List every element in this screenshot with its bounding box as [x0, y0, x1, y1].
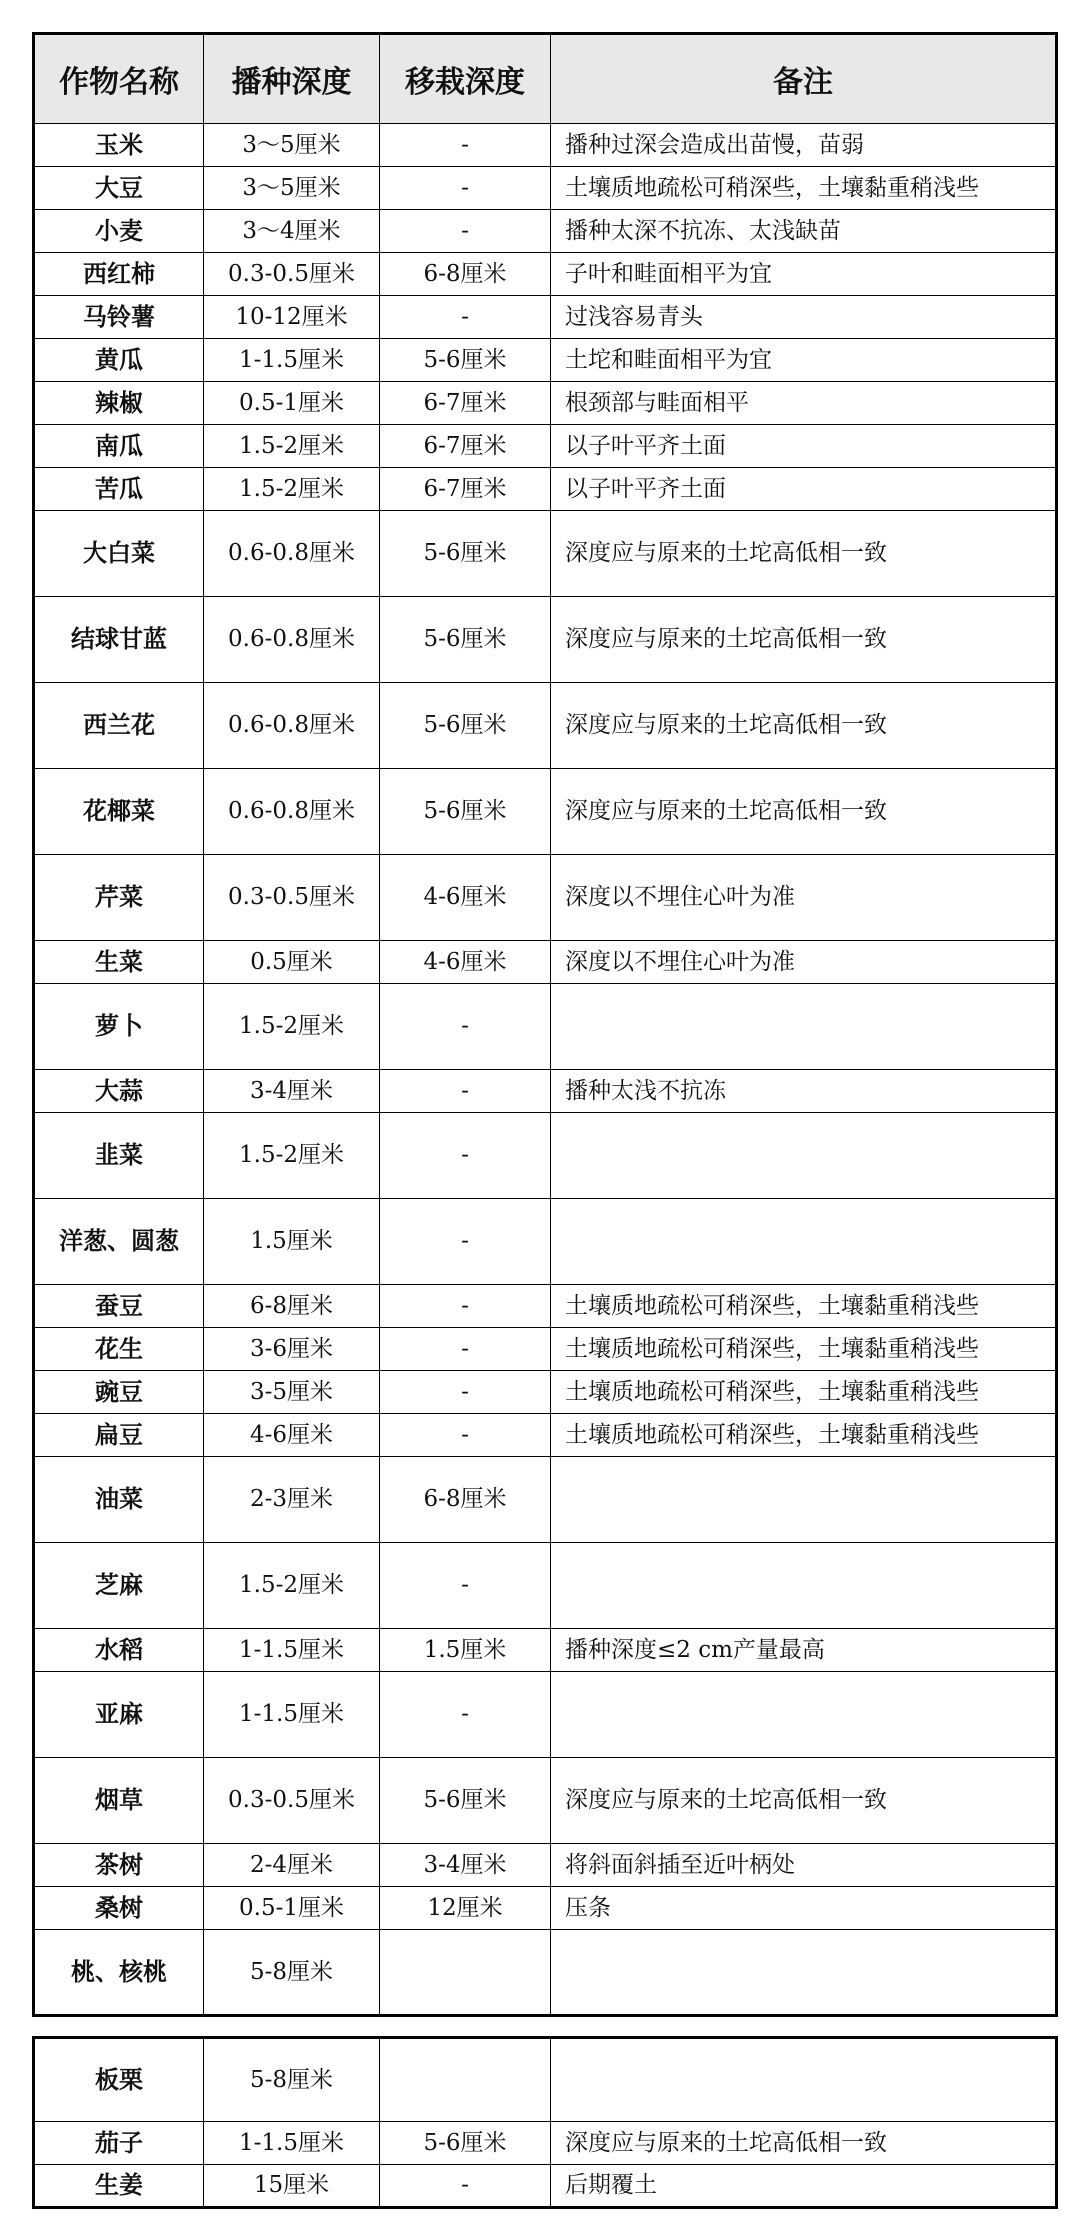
- cell-crop-name: 苦瓜: [34, 468, 204, 511]
- table-header-row: [34, 34, 1057, 124]
- cell-transplant-depth: -: [380, 984, 551, 1070]
- cell-sowing-depth: 1.5-2厘米: [204, 1543, 380, 1629]
- table-row: [34, 1930, 1057, 2016]
- cell-remarks: 土壤质地疏松可稍深些，土壤黏重稍浅些: [551, 1414, 1057, 1457]
- cell-sowing-depth: 3～5厘米: [204, 167, 380, 210]
- cell-sowing-depth: 1.5-2厘米: [204, 425, 380, 468]
- cell-sowing-depth: 0.6-0.8厘米: [204, 511, 380, 597]
- cell-remarks: 播种深度≤2 cm产量最高: [551, 1629, 1057, 1672]
- cell-crop-name: 黄瓜: [34, 339, 204, 382]
- table-row: [34, 425, 1057, 468]
- cell-remarks: 播种过深会造成出苗慢，苗弱: [551, 124, 1057, 167]
- table-row: [34, 339, 1057, 382]
- cell-crop-name: 结球甘蓝: [34, 597, 204, 683]
- cell-sowing-depth: 0.5厘米: [204, 941, 380, 984]
- cell-transplant-depth: -: [380, 296, 551, 339]
- cell-sowing-depth: 1.5-2厘米: [204, 468, 380, 511]
- header-remarks: 备注: [551, 34, 1057, 124]
- cell-remarks: [551, 1543, 1057, 1629]
- cell-crop-name: 茶树: [34, 1844, 204, 1887]
- cell-remarks: 播种太浅不抗冻: [551, 1070, 1057, 1113]
- table-row: [34, 1199, 1057, 1285]
- cell-crop-name: 芹菜: [34, 855, 204, 941]
- table-row: [34, 1414, 1057, 1457]
- cell-transplant-depth: -: [380, 210, 551, 253]
- header-sowing-depth: 播种深度: [204, 34, 380, 124]
- cell-remarks: 以子叶平齐土面: [551, 468, 1057, 511]
- cell-sowing-depth: 5-8厘米: [204, 1930, 380, 2016]
- cell-transplant-depth: 6-7厘米: [380, 382, 551, 425]
- table-row: [34, 210, 1057, 253]
- table-row: [34, 1887, 1057, 1930]
- cell-transplant-depth: -: [380, 1199, 551, 1285]
- table-row: [34, 941, 1057, 984]
- cell-remarks: 土坨和畦面相平为宜: [551, 339, 1057, 382]
- cell-sowing-depth: 0.5-1厘米: [204, 382, 380, 425]
- table-row: [34, 1758, 1057, 1844]
- table-row: [34, 511, 1057, 597]
- cell-crop-name: 生菜: [34, 941, 204, 984]
- cell-sowing-depth: 1-1.5厘米: [204, 1672, 380, 1758]
- table-row: [34, 2122, 1057, 2165]
- table-row: [34, 167, 1057, 210]
- cell-transplant-depth: 5-6厘米: [380, 339, 551, 382]
- crop-depth-table: [32, 32, 1058, 2017]
- cell-sowing-depth: 3-4厘米: [204, 1070, 380, 1113]
- cell-sowing-depth: 3-5厘米: [204, 1371, 380, 1414]
- table-row: [34, 1672, 1057, 1758]
- cell-transplant-depth: 12厘米: [380, 1887, 551, 1930]
- cell-sowing-depth: 10-12厘米: [204, 296, 380, 339]
- cell-crop-name: 蚕豆: [34, 1285, 204, 1328]
- table-row: [34, 1844, 1057, 1887]
- header-crop-name: 作物名称: [34, 34, 204, 124]
- cell-sowing-depth: 0.3-0.5厘米: [204, 1758, 380, 1844]
- cell-remarks: 土壤质地疏松可稍深些，土壤黏重稍浅些: [551, 167, 1057, 210]
- cell-transplant-depth: 6-8厘米: [380, 253, 551, 296]
- table-row: [34, 597, 1057, 683]
- cell-sowing-depth: 2-4厘米: [204, 1844, 380, 1887]
- cell-sowing-depth: 3～5厘米: [204, 124, 380, 167]
- cell-crop-name: 扁豆: [34, 1414, 204, 1457]
- cell-sowing-depth: 4-6厘米: [204, 1414, 380, 1457]
- cell-sowing-depth: 0.5-1厘米: [204, 1887, 380, 1930]
- cell-sowing-depth: 0.6-0.8厘米: [204, 683, 380, 769]
- table-row: [34, 1113, 1057, 1199]
- cell-remarks: 深度以不埋住心叶为准: [551, 941, 1057, 984]
- cell-transplant-depth: -: [380, 124, 551, 167]
- cell-crop-name: 油菜: [34, 1457, 204, 1543]
- cell-transplant-depth: 6-8厘米: [380, 1457, 551, 1543]
- cell-transplant-depth: -: [380, 1328, 551, 1371]
- cell-sowing-depth: 5-8厘米: [204, 2038, 380, 2122]
- cell-remarks: 土壤质地疏松可稍深些，土壤黏重稍浅些: [551, 1285, 1057, 1328]
- cell-crop-name: 烟草: [34, 1758, 204, 1844]
- cell-remarks: 播种太深不抗冻、太浅缺苗: [551, 210, 1057, 253]
- cell-remarks: 深度应与原来的土坨高低相一致: [551, 769, 1057, 855]
- cell-remarks: 深度应与原来的土坨高低相一致: [551, 1758, 1057, 1844]
- cell-sowing-depth: 3-6厘米: [204, 1328, 380, 1371]
- cell-remarks: [551, 1113, 1057, 1199]
- cell-transplant-depth: 5-6厘米: [380, 597, 551, 683]
- cell-transplant-depth: 6-7厘米: [380, 425, 551, 468]
- cell-transplant-depth: -: [380, 1070, 551, 1113]
- cell-sowing-depth: 1-1.5厘米: [204, 2122, 380, 2165]
- cell-crop-name: 韭菜: [34, 1113, 204, 1199]
- cell-crop-name: 桑树: [34, 1887, 204, 1930]
- table-body-continued: [34, 2038, 1057, 2208]
- cell-transplant-depth: -: [380, 2165, 551, 2208]
- cell-transplant-depth: -: [380, 1414, 551, 1457]
- cell-crop-name: 豌豆: [34, 1371, 204, 1414]
- cell-transplant-depth: -: [380, 1543, 551, 1629]
- cell-crop-name: 南瓜: [34, 425, 204, 468]
- cell-crop-name: 大豆: [34, 167, 204, 210]
- cell-remarks: 土壤质地疏松可稍深些，土壤黏重稍浅些: [551, 1328, 1057, 1371]
- table-row: [34, 124, 1057, 167]
- cell-remarks: 后期覆土: [551, 2165, 1057, 2208]
- cell-transplant-depth: 3-4厘米: [380, 1844, 551, 1887]
- cell-crop-name: 西兰花: [34, 683, 204, 769]
- cell-transplant-depth: -: [380, 1371, 551, 1414]
- table-row: [34, 1328, 1057, 1371]
- cell-transplant-depth: 6-7厘米: [380, 468, 551, 511]
- cell-remarks: [551, 1457, 1057, 1543]
- cell-remarks: [551, 1672, 1057, 1758]
- cell-sowing-depth: 3～4厘米: [204, 210, 380, 253]
- cell-transplant-depth: -: [380, 1672, 551, 1758]
- cell-crop-name: 洋葱、圆葱: [34, 1199, 204, 1285]
- cell-crop-name: 生姜: [34, 2165, 204, 2208]
- table-row: [34, 984, 1057, 1070]
- cell-transplant-depth: [380, 1930, 551, 2016]
- table-row: [34, 296, 1057, 339]
- cell-transplant-depth: 1.5厘米: [380, 1629, 551, 1672]
- cell-transplant-depth: -: [380, 1113, 551, 1199]
- cell-crop-name: 板栗: [34, 2038, 204, 2122]
- table-row: [34, 2165, 1057, 2208]
- cell-sowing-depth: 0.6-0.8厘米: [204, 769, 380, 855]
- cell-sowing-depth: 1.5厘米: [204, 1199, 380, 1285]
- cell-sowing-depth: 2-3厘米: [204, 1457, 380, 1543]
- cell-crop-name: 桃、核桃: [34, 1930, 204, 2016]
- cell-transplant-depth: -: [380, 1285, 551, 1328]
- table-row: [34, 769, 1057, 855]
- cell-sowing-depth: 6-8厘米: [204, 1285, 380, 1328]
- cell-crop-name: 小麦: [34, 210, 204, 253]
- cell-sowing-depth: 0.3-0.5厘米: [204, 253, 380, 296]
- cell-crop-name: 花椰菜: [34, 769, 204, 855]
- cell-crop-name: 辣椒: [34, 382, 204, 425]
- cell-crop-name: 大白菜: [34, 511, 204, 597]
- cell-crop-name: 芝麻: [34, 1543, 204, 1629]
- header-transplant-depth: 移栽深度: [380, 34, 551, 124]
- cell-transplant-depth: [380, 2038, 551, 2122]
- table-row: [34, 1543, 1057, 1629]
- cell-remarks: 深度应与原来的土坨高低相一致: [551, 683, 1057, 769]
- table-body: [34, 124, 1057, 2016]
- cell-transplant-depth: 5-6厘米: [380, 1758, 551, 1844]
- cell-remarks: 以子叶平齐土面: [551, 425, 1057, 468]
- cell-transplant-depth: 4-6厘米: [380, 855, 551, 941]
- cell-transplant-depth: 5-6厘米: [380, 683, 551, 769]
- cell-transplant-depth: 5-6厘米: [380, 511, 551, 597]
- cell-remarks: 根颈部与畦面相平: [551, 382, 1057, 425]
- cell-remarks: [551, 984, 1057, 1070]
- cell-transplant-depth: 5-6厘米: [380, 2122, 551, 2165]
- cell-sowing-depth: 0.3-0.5厘米: [204, 855, 380, 941]
- cell-crop-name: 花生: [34, 1328, 204, 1371]
- table-row: [34, 855, 1057, 941]
- cell-remarks: [551, 1199, 1057, 1285]
- table-row: [34, 1629, 1057, 1672]
- cell-remarks: 压条: [551, 1887, 1057, 1930]
- cell-remarks: 深度应与原来的土坨高低相一致: [551, 2122, 1057, 2165]
- cell-transplant-depth: 4-6厘米: [380, 941, 551, 984]
- cell-remarks: 深度以不埋住心叶为准: [551, 855, 1057, 941]
- cell-crop-name: 萝卜: [34, 984, 204, 1070]
- cell-crop-name: 水稻: [34, 1629, 204, 1672]
- cell-crop-name: 马铃薯: [34, 296, 204, 339]
- table-row: [34, 1070, 1057, 1113]
- cell-remarks: [551, 2038, 1057, 2122]
- table-row: [34, 382, 1057, 425]
- table-row: [34, 2038, 1057, 2122]
- cell-crop-name: 茄子: [34, 2122, 204, 2165]
- cell-sowing-depth: 1.5-2厘米: [204, 1113, 380, 1199]
- table-row: [34, 1371, 1057, 1414]
- cell-remarks: [551, 1930, 1057, 2016]
- cell-transplant-depth: -: [380, 167, 551, 210]
- cell-crop-name: 大蒜: [34, 1070, 204, 1113]
- table-row: [34, 683, 1057, 769]
- cell-sowing-depth: 1-1.5厘米: [204, 1629, 380, 1672]
- table-row: [34, 1285, 1057, 1328]
- cell-sowing-depth: 1.5-2厘米: [204, 984, 380, 1070]
- cell-crop-name: 西红柿: [34, 253, 204, 296]
- cell-remarks: 子叶和畦面相平为宜: [551, 253, 1057, 296]
- cell-transplant-depth: 5-6厘米: [380, 769, 551, 855]
- cell-sowing-depth: 1-1.5厘米: [204, 339, 380, 382]
- cell-remarks: 将斜面斜插至近叶柄处: [551, 1844, 1057, 1887]
- table-row: [34, 1457, 1057, 1543]
- cell-remarks: 深度应与原来的土坨高低相一致: [551, 511, 1057, 597]
- table-row: [34, 468, 1057, 511]
- cell-remarks: 过浅容易青头: [551, 296, 1057, 339]
- table-row: [34, 253, 1057, 296]
- cell-remarks: 土壤质地疏松可稍深些，土壤黏重稍浅些: [551, 1371, 1057, 1414]
- cell-remarks: 深度应与原来的土坨高低相一致: [551, 597, 1057, 683]
- cell-sowing-depth: 0.6-0.8厘米: [204, 597, 380, 683]
- cell-crop-name: 玉米: [34, 124, 204, 167]
- cell-sowing-depth: 15厘米: [204, 2165, 380, 2208]
- crop-depth-table-continued: [32, 2036, 1058, 2209]
- cell-crop-name: 亚麻: [34, 1672, 204, 1758]
